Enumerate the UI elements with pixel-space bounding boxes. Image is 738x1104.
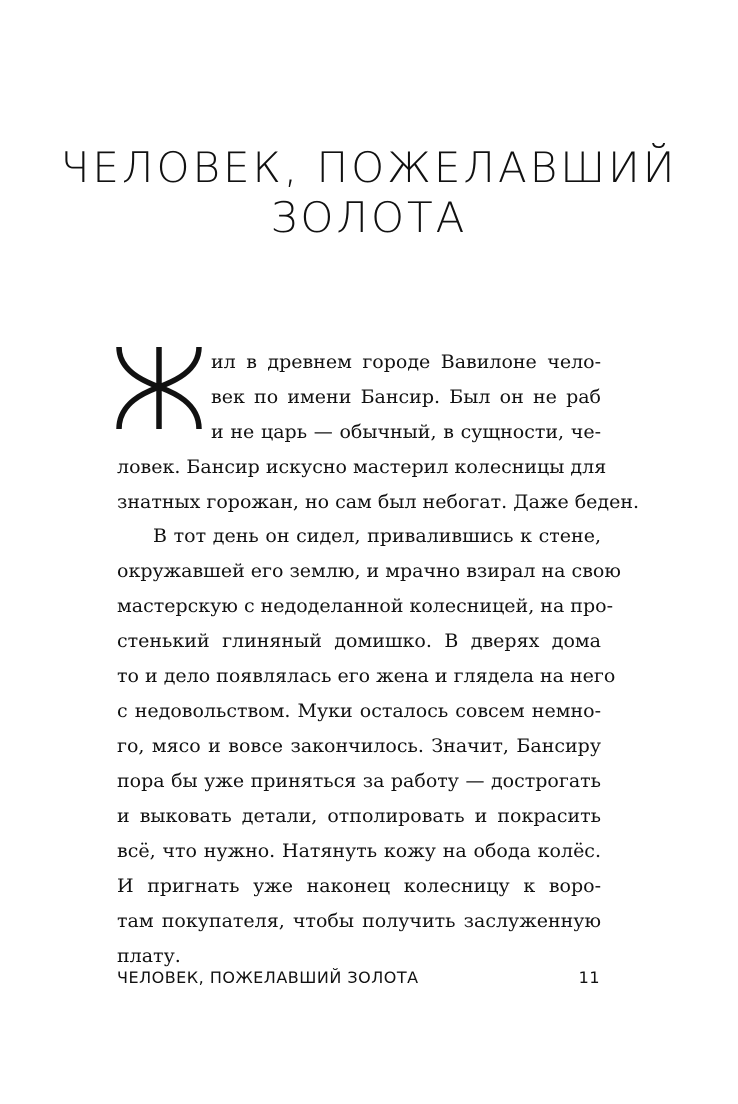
- text-line: знатных горожан, но сам был небогат. Даже беден.: [117, 491, 640, 513]
- text-line: там покупателя, чтобы получить заслуженную: [117, 910, 601, 932]
- text-line: и выковать детали, отполировать и покрасить: [117, 805, 601, 827]
- text-line-last: плату.: [117, 945, 181, 967]
- text-line: с недовольством. Муки осталось совсем немно-: [117, 700, 601, 722]
- drop-cap-glyph: [113, 343, 205, 431]
- text-line: стенький глиняный домишко. В дверях дома: [117, 630, 601, 652]
- text-line: то и дело появлялась его жена и глядела на него: [117, 665, 616, 687]
- text-line: ил в древнем городе Вавилоне чело-: [211, 351, 601, 373]
- text-line: го, мясо и вовсе закончилось. Значит, Бансиру: [117, 735, 601, 757]
- running-footer-title: ЧЕЛОВЕК, ПОЖЕЛАВШИЙ ЗОЛОТА: [117, 968, 419, 987]
- text-line: В тот день он сидел, привалившись к стене,: [153, 525, 601, 547]
- chapter-title-line-1: ЧЕЛОВЕК, ПОЖЕЛАВШИЙ: [60, 143, 678, 192]
- text-line: век по имени Бансир. Был он не раб: [211, 386, 601, 408]
- text-line: ловек. Бансир искусно мастерил колесницы для: [117, 456, 607, 478]
- text-line: И пригнать уже наконец колесницу к воро-: [117, 875, 601, 897]
- drop-cap: [113, 343, 205, 431]
- text-line: всё, что нужно. Натянуть кожу на обода колёс.: [117, 840, 601, 862]
- text-line: пора бы уже приняться за работу — дострогать: [117, 770, 601, 792]
- text-line: окружавшей его землю, и мрачно взирал на свою: [117, 560, 621, 582]
- page-number: 11: [578, 968, 600, 987]
- chapter-title-line-2: ЗОЛОТА: [270, 193, 468, 242]
- text-line: мастерскую с недоделанной колесницей, на про-: [117, 595, 613, 617]
- text-line: и не царь — обычный, в сущности, че-: [211, 421, 601, 443]
